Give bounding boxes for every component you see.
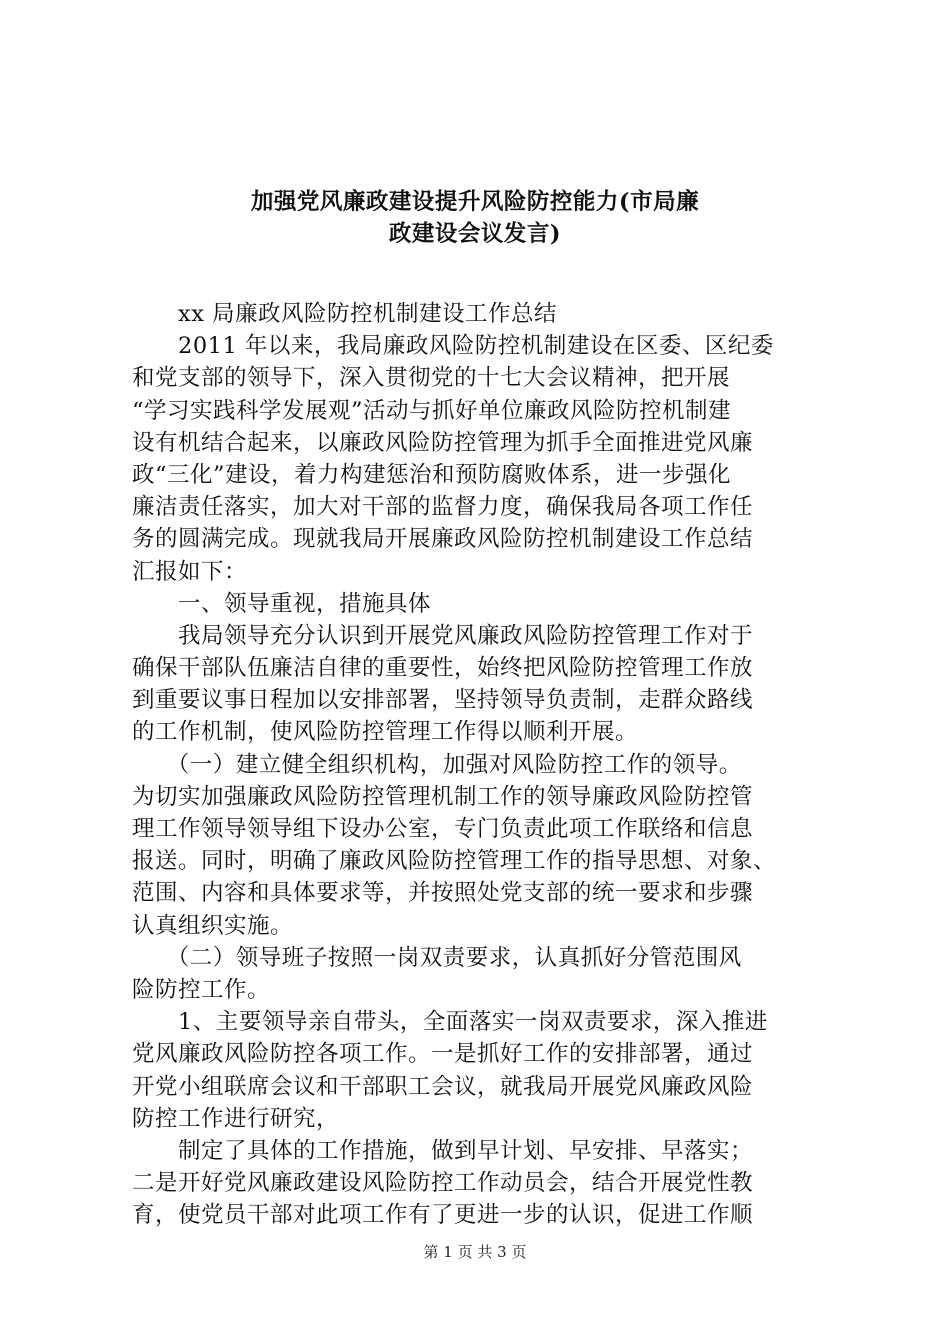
body-line: 务的圆满完成。现就我局开展廉政风险防控机制建设工作总结 [132, 526, 754, 553]
body-line: 和党支部的领导下，深入贯彻党的十七大会议精神，把开展 [132, 365, 731, 392]
body-line: 一、领导重视，措施具体 [132, 590, 432, 617]
body-line: xx 局廉政风险防控机制建设工作总结 [132, 301, 558, 327]
body-line: 党风廉政风险防控各项工作。一是抓好工作的安排部署，通过 [132, 1041, 754, 1068]
page-footer: 第 1 页 共 3 页 [423, 1243, 527, 1261]
document-body [132, 298, 832, 1231]
body-line: （一）建立健全组织机构，加强对风险防控工作的领导。 [132, 751, 742, 778]
body-line: 为切实加强廉政风险防控管理机制工作的领导廉政风险防控管 [132, 783, 754, 810]
document-title [60, 186, 890, 250]
body-line: 2011 年以来，我局廉政风险防控机制建设在区委、区纪委 [132, 333, 774, 360]
body-line: 报送。同时，明确了廉政风险防控管理工作的指导思想、对象、 [132, 848, 777, 875]
body-line: 防控工作进行研究， [132, 1105, 340, 1132]
body-line: 制定了具体的工作措施，做到早计划、早安排、早落实； [132, 1137, 754, 1164]
body-line: （二）领导班子按照一岗双责要求，认真抓好分管范围风 [132, 944, 742, 971]
body-line: 险防控工作。 [132, 976, 271, 1003]
body-line: 1、主要领导亲自带头，全面落实一岗双责要求，深入推进 [132, 1009, 768, 1036]
body-line: 廉洁责任落实，加大对干部的监督力度，确保我局各项工作任 [132, 494, 754, 521]
title-line: 加强党风廉政建设提升风险防控能力(市局廉 [250, 189, 700, 215]
body-line: “学习实践科学发展观”活动与抓好单位廉政风险防控机制建 [132, 397, 732, 424]
body-line: 我局领导充分认识到开展党风廉政风险防控管理工作对于 [132, 622, 754, 649]
body-line: 的工作机制，使风险防控管理工作得以顺利开展。 [132, 719, 639, 746]
body-line: 确保干部队伍廉洁自律的重要性，始终把风险防控管理工作放 [132, 655, 754, 682]
body-line: 到重要议事日程加以安排部署，坚持领导负责制，走群众路线 [132, 687, 754, 714]
body-line: 政“三化”建设，着力构建惩治和预防腐败体系，进一步强化 [132, 461, 732, 488]
body-line: 汇报如下： [132, 558, 248, 585]
body-line: 理工作领导领导组下设办公室，专门负责此项工作联络和信息 [132, 816, 754, 842]
body-line: 认真组织实施。 [132, 912, 294, 939]
title-line: 政建设会议发言) [388, 221, 562, 248]
body-line: 范围、内容和具体要求等，并按照处党支部的统一要求和步骤 [132, 880, 754, 907]
body-line: 设有机结合起来，以廉政风险防控管理为抓手全面推进党风廉 [132, 429, 754, 456]
body-line: 育，使党员干部对此项工作有了更进一步的认识，促进工作顺 [132, 1202, 754, 1229]
body-line: 二是开好党风廉政建设风险防控工作动员会，结合开展党性教 [132, 1170, 754, 1197]
body-line: 开党小组联席会议和干部职工会议，就我局开展党风廉政风险 [132, 1073, 754, 1100]
